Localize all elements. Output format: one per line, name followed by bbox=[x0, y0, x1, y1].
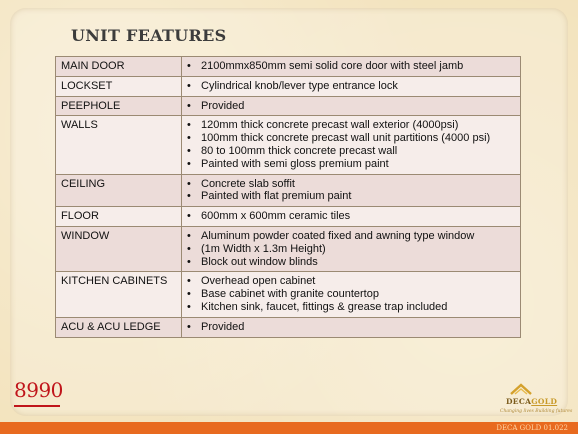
table-row bbox=[56, 272, 521, 317]
table-row bbox=[56, 116, 521, 174]
feature-description bbox=[182, 116, 521, 174]
feature-item: • Provided bbox=[187, 321, 515, 334]
table-row bbox=[56, 174, 521, 207]
logo-word-deca: DECA bbox=[506, 397, 532, 406]
feature-description bbox=[182, 76, 521, 96]
feature-label: WALLS bbox=[56, 116, 182, 174]
footer-code: DECA GOLD 01.022 bbox=[496, 424, 568, 432]
brand-underline bbox=[14, 405, 60, 407]
features-table bbox=[55, 56, 521, 338]
feature-description bbox=[182, 226, 521, 271]
feature-description bbox=[182, 57, 521, 77]
brand-logo-number: 8990 bbox=[14, 378, 63, 402]
feature-item-list bbox=[187, 210, 515, 223]
feature-item: • 120mm thick concrete precast wall exterior (4000psi) bbox=[187, 119, 515, 132]
table-row bbox=[56, 317, 521, 337]
feature-label: KITCHEN CABINETS bbox=[56, 272, 182, 317]
logo-wordmark bbox=[506, 397, 557, 406]
feature-description bbox=[182, 272, 521, 317]
deca-gold-logo bbox=[486, 383, 573, 417]
table-row bbox=[56, 207, 521, 227]
feature-item-list bbox=[187, 321, 515, 334]
feature-item: • Provided bbox=[187, 100, 515, 113]
feature-description bbox=[182, 96, 521, 116]
logo-word-gold: GOLD bbox=[531, 397, 558, 406]
feature-item: • 80 to 100mm thick concrete precast wall bbox=[187, 145, 515, 158]
table-row bbox=[56, 96, 521, 116]
logo-tagline: Changing lives Building futures bbox=[500, 409, 573, 414]
table-row bbox=[56, 76, 521, 96]
page-title: UNIT FEATURES bbox=[71, 26, 227, 45]
feature-label: LOCKSET bbox=[56, 76, 182, 96]
feature-item-list bbox=[187, 119, 515, 170]
feature-item: • Kitchen sink, faucet, fittings & grease trap included bbox=[187, 301, 515, 314]
feature-item: • 600mm x 600mm ceramic tiles bbox=[187, 210, 515, 223]
feature-item-list bbox=[187, 100, 515, 113]
feature-item-list bbox=[187, 178, 515, 204]
feature-item-list bbox=[187, 60, 515, 73]
feature-item: • Base cabinet with granite countertop bbox=[187, 288, 515, 301]
feature-item-list bbox=[187, 80, 515, 93]
feature-item: • Cylindrical knob/lever type entrance lock bbox=[187, 80, 515, 93]
feature-item-list bbox=[187, 275, 515, 313]
feature-label: MAIN DOOR bbox=[56, 57, 182, 77]
feature-item-list bbox=[187, 230, 515, 268]
feature-label: WINDOW bbox=[56, 226, 182, 271]
feature-item: • Block out window blinds bbox=[187, 256, 515, 269]
feature-item: • Painted with flat premium paint bbox=[187, 190, 515, 203]
table-row bbox=[56, 57, 521, 77]
feature-label: PEEPHOLE bbox=[56, 96, 182, 116]
feature-label: ACU & ACU LEDGE bbox=[56, 317, 182, 337]
feature-label: FLOOR bbox=[56, 207, 182, 227]
footer-bar bbox=[0, 422, 578, 434]
feature-item: • Concrete slab soffit bbox=[187, 178, 515, 191]
feature-description bbox=[182, 317, 521, 337]
feature-description bbox=[182, 207, 521, 227]
feature-description bbox=[182, 174, 521, 207]
feature-item: • 2100mmx850mm semi solid core door with steel jamb bbox=[187, 60, 515, 73]
feature-label: CEILING bbox=[56, 174, 182, 207]
feature-item: • Painted with semi gloss premium paint bbox=[187, 158, 515, 171]
feature-item: • Overhead open cabinet bbox=[187, 275, 515, 288]
feature-item: • 100mm thick concrete precast wall unit partitions (4000 psi) bbox=[187, 132, 515, 145]
feature-item: • (1m Width x 1.3m Height) bbox=[187, 243, 515, 256]
table-row bbox=[56, 226, 521, 271]
feature-item: • Aluminum powder coated fixed and awning type window bbox=[187, 230, 515, 243]
